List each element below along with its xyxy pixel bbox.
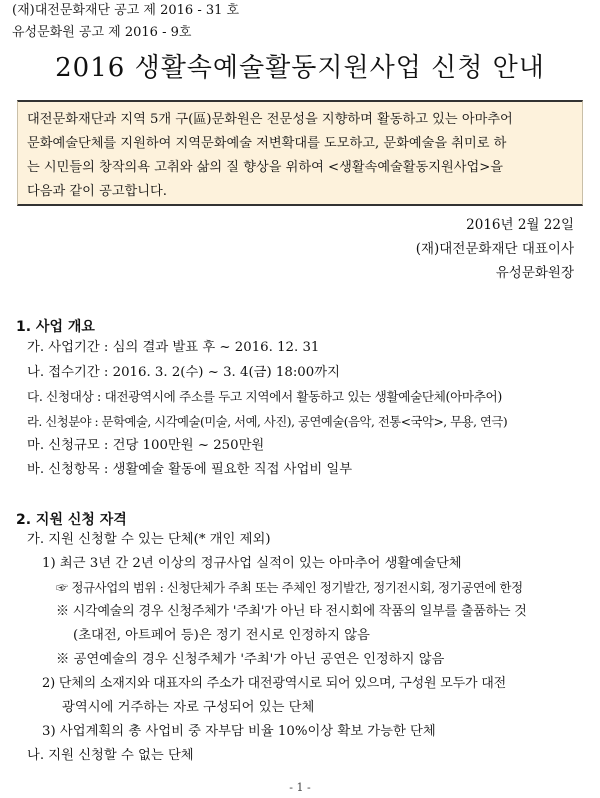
document-title: 2016 생활속예술활동지원사업 신청 안내	[55, 53, 545, 83]
eligibility-ineligible-heading: 나. 지원 신청할 수 없는 단체	[27, 748, 194, 763]
eligibility-eligible-heading: 가. 지원 신청할 수 있는 단체(* 개인 제외)	[27, 532, 271, 547]
signature-org-cultural-center: 유성문화원장	[495, 265, 574, 281]
overview-item: 마. 신청규모 : 건당 100만원 ~ 250만원	[27, 438, 265, 453]
eligibility-item: 1) 최근 3년 간 2년 이상의 정규사업 실적이 있는 아마추어 생활예술단체	[42, 556, 462, 571]
eligibility-note: ※ 공연예술의 경우 신청주체가 '주최'가 아닌 공연은 인정하지 않음	[56, 652, 445, 667]
notice-number-foundation: (재)대전문화재단 공고 제 2016 - 31 호	[12, 3, 240, 18]
intro-line: 문화예술단체를 지원하여 지역문화예술 저변확대를 도모하고, 문화예술을 취미로 하	[27, 136, 507, 151]
eligibility-item: 광역시에 거주하는 자로 구성되어 있는 단체	[62, 700, 315, 715]
signature-date: 2016년 2월 22일	[466, 217, 574, 233]
eligibility-item: 3) 사업계획의 총 사업비 중 자부담 비율 10%이상 확보 가능한 단체	[42, 724, 436, 739]
eligibility-item: 2) 단체의 소재지와 대표자의 주소가 대전광역시로 되어 있으며, 구성원 모두가 대전	[42, 676, 507, 691]
eligibility-note: ※ 시각예술의 경우 신청주체가 '주최'가 아닌 타 전시회에 작품의 일부를 출품하는 것	[56, 604, 527, 619]
eligibility-note: ☞ 정규사업의 범위 : 신청단체가 주최 또는 주체인 정기발간, 정기전시회, 정기공연에 한정	[56, 580, 523, 595]
section-heading-overview: 1. 사업 개요	[16, 319, 95, 335]
signature-org-foundation: (재)대전문화재단 대표이사	[415, 241, 574, 257]
intro-line: 는 시민들의 창작의욕 고취와 삶의 질 향상을 위하여 <생활속예술활동지원사업>을	[27, 160, 504, 175]
page-number: - 1 -	[289, 781, 311, 794]
intro-line: 대전문화재단과 지역 5개 구(區)문화원은 전문성을 지향하며 활동하고 있는 아마추어	[27, 112, 513, 127]
overview-item: 라. 신청분야 : 문학예술, 시각예술(미술, 서예, 사진), 공연예술(음악, 전통<국악>, 무용, 연극)	[27, 415, 508, 429]
overview-item: 나. 접수기간 : 2016. 3. 2(수) ~ 3. 4(금) 18:00까지	[27, 365, 340, 380]
overview-item: 다. 신청대상 : 대전광역시에 주소를 두고 지역에서 활동하고 있는 생활예술단체(아마추어)	[27, 389, 502, 404]
section-heading-eligibility: 2. 지원 신청 자격	[16, 512, 127, 528]
overview-item: 바. 신청항목 : 생활예술 활동에 필요한 직접 사업비 일부	[27, 462, 353, 477]
notice-number-cultural-center: 유성문화원 공고 제 2016 - 9호	[12, 25, 192, 40]
overview-item: 가. 사업기간 : 심의 결과 발표 후 ~ 2016. 12. 31	[27, 340, 320, 355]
intro-box	[17, 100, 583, 206]
intro-line: 다음과 같이 공고합니다.	[27, 184, 167, 199]
eligibility-note: (초대전, 아트페어 등)은 정기 전시로 인정하지 않음	[73, 628, 370, 643]
